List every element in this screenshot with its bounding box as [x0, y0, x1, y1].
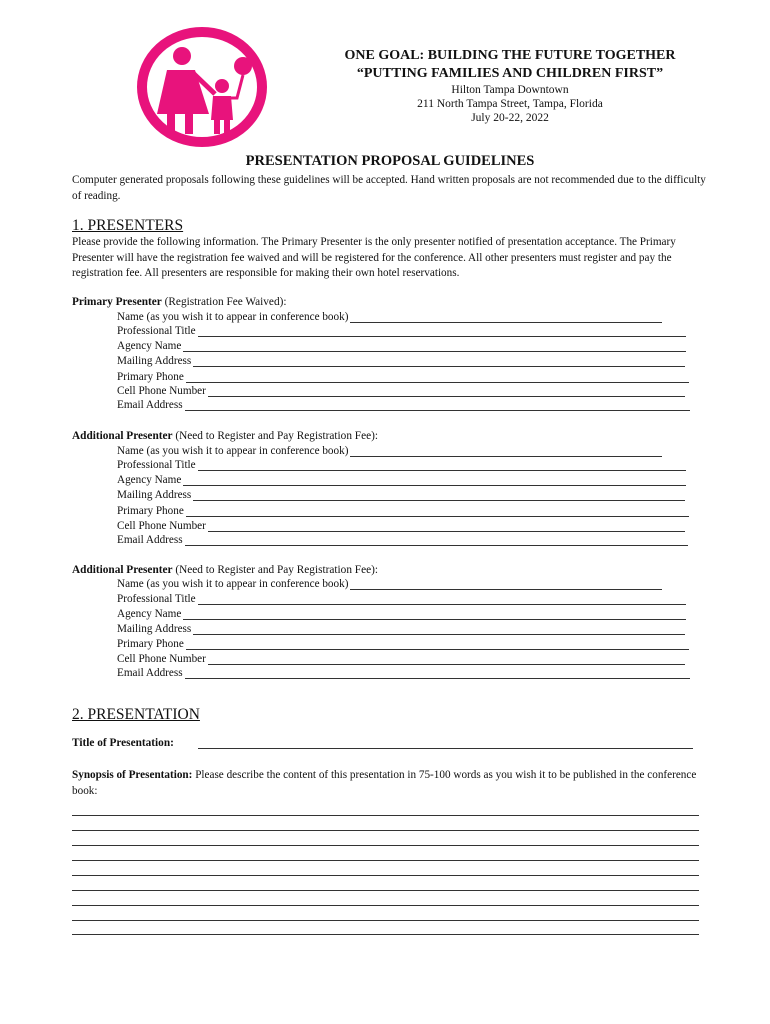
- additional-presenter-2-label: Additional Presenter (Need to Register and Pay Registration Fee):: [72, 564, 379, 576]
- primary-title-field[interactable]: Professional Title: [117, 325, 686, 337]
- additional-2-name-field[interactable]: Name (as you wish it to appear in conference book): [117, 578, 662, 590]
- additional-2-cell-field[interactable]: Cell Phone Number: [117, 653, 685, 665]
- presentation-title-field[interactable]: Title of Presentation:: [72, 737, 174, 749]
- conference-address: 211 North Tampa Street, Tampa, Florida: [417, 98, 603, 110]
- primary-name-field[interactable]: Name (as you wish it to appear in conference book): [117, 311, 662, 323]
- additional-2-title-field[interactable]: Professional Title: [117, 593, 686, 605]
- additional-1-mailing-field[interactable]: Mailing Address: [117, 489, 685, 501]
- synopsis-line[interactable]: [72, 815, 699, 816]
- additional-1-agency-field[interactable]: Agency Name: [117, 474, 686, 486]
- section-presenters-heading: 1. PRESENTERS: [72, 217, 184, 234]
- additional-2-agency-field[interactable]: Agency Name: [117, 608, 686, 620]
- synopsis-instructions: Synopsis of Presentation: Please describe the content of this presentation in 75-100 words as you wish it to be published in the conference book:: [72, 769, 697, 797]
- primary-agency-field[interactable]: Agency Name: [117, 340, 686, 352]
- synopsis-line[interactable]: [72, 860, 699, 861]
- conference-dates: July 20-22, 2022: [471, 112, 549, 124]
- additional-1-name-field[interactable]: Name (as you wish it to appear in conference book): [117, 445, 662, 457]
- primary-cell-field[interactable]: Cell Phone Number: [117, 385, 685, 397]
- conference-logo: [137, 26, 267, 148]
- section-presentation-heading: 2. PRESENTATION: [72, 706, 200, 723]
- additional-2-mailing-field[interactable]: Mailing Address: [117, 623, 685, 635]
- synopsis-line[interactable]: [72, 875, 699, 876]
- conference-venue: Hilton Tampa Downtown: [451, 84, 569, 96]
- additional-2-email-field[interactable]: Email Address: [117, 667, 690, 679]
- primary-phone-field[interactable]: Primary Phone: [117, 371, 689, 383]
- additional-1-title-field[interactable]: Professional Title: [117, 459, 686, 471]
- conference-tagline: “PUTTING FAMILIES AND CHILDREN FIRST”: [356, 66, 664, 81]
- additional-1-phone-field[interactable]: Primary Phone: [117, 505, 689, 517]
- primary-mailing-field[interactable]: Mailing Address: [117, 355, 685, 367]
- synopsis-line[interactable]: [72, 905, 699, 906]
- additional-1-email-field[interactable]: Email Address: [117, 534, 688, 546]
- additional-2-phone-field[interactable]: Primary Phone: [117, 638, 689, 650]
- additional-1-cell-field[interactable]: Cell Phone Number: [117, 520, 685, 532]
- document-title: PRESENTATION PROPOSAL GUIDELINES: [245, 153, 535, 169]
- primary-presenter-label: Primary Presenter (Registration Fee Waived):: [72, 296, 287, 308]
- synopsis-line[interactable]: [72, 934, 699, 935]
- synopsis-line[interactable]: [72, 920, 699, 921]
- additional-presenter-1-label: Additional Presenter (Need to Register and Pay Registration Fee):: [72, 430, 379, 442]
- synopsis-line[interactable]: [72, 845, 699, 846]
- primary-email-field[interactable]: Email Address: [117, 399, 690, 411]
- conference-title: ONE GOAL: BUILDING THE FUTURE TOGETHER: [344, 48, 676, 63]
- synopsis-line[interactable]: [72, 830, 699, 831]
- presentation-title-line[interactable]: [198, 748, 693, 749]
- synopsis-line[interactable]: [72, 890, 699, 891]
- intro-text: Computer generated proposals following these guidelines will be accepted. Hand written proposals are not recommended due to the difficulty of reading.: [72, 174, 706, 202]
- presenters-instructions: Please provide the following information. The Primary Presenter is the only presenter notified of presentation acceptance. The Primary Presenter will have the registration fee waived and will be registered for the conference. All other presenters must register and pay the registration fee. All presenters are responsible for making their own hotel reservations.: [72, 236, 676, 279]
